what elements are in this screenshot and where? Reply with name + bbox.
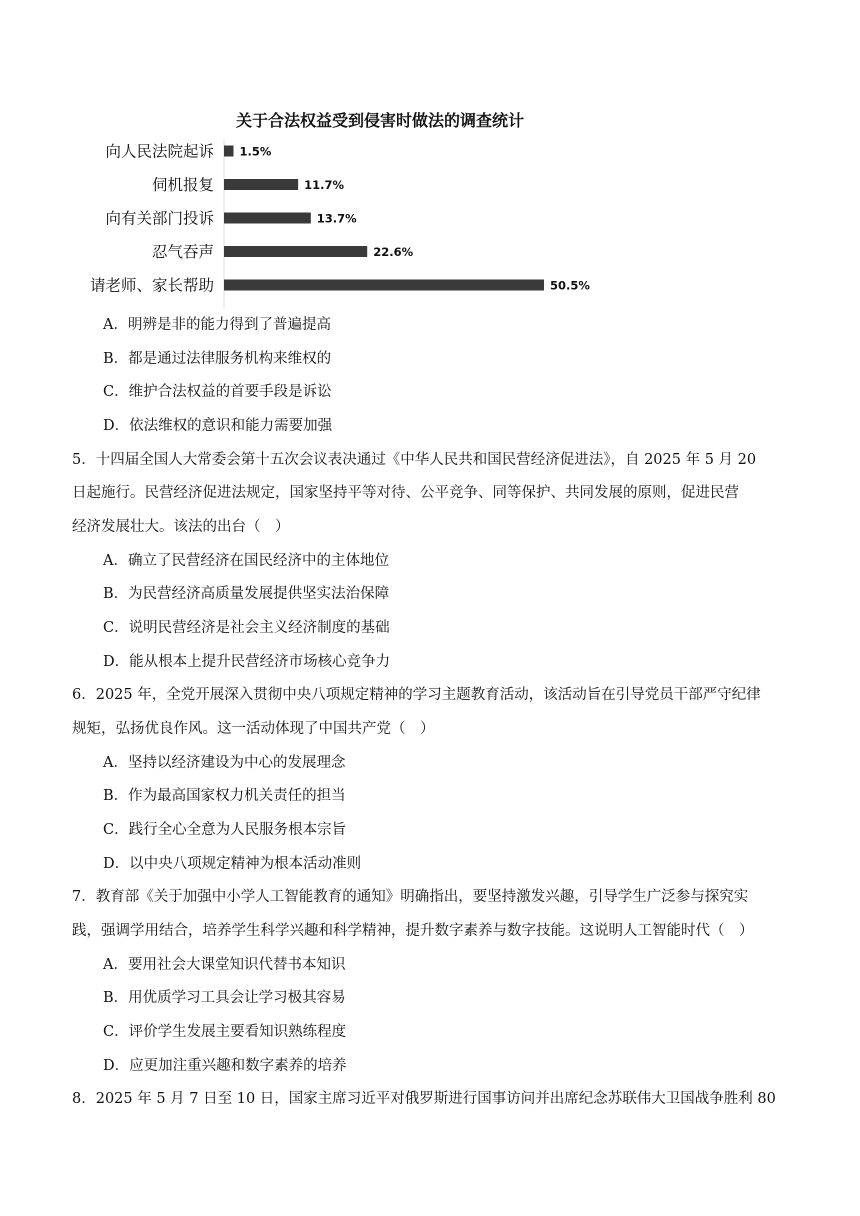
q8-stem-line-1: 8．2025 年 5 月 7 日至 10 日，国家主席习近平对俄罗斯进行国事访问并出席纪念苏联伟大卫国战争胜利 80 — [72, 1091, 776, 1107]
q6-option-a: A．坚持以经济建设为中心的发展理念 — [103, 755, 346, 771]
q5-stem-line-1: 5．十四届全国人大常委会第十五次会议表决通过《中华人民共和国民营经济促进法》，自 2025 年 5 月 20 — [72, 452, 757, 468]
q4-option-a: A．明辨是非的能力得到了普遍提高 — [103, 317, 331, 333]
q5-stem-line-2: 日起施行。民营经济促进法规定，国家坚持平等对待、公平竞争、同等保护、共同发展的原则，促进民营 — [72, 485, 739, 501]
bar-value-label: 22.6% — [373, 245, 414, 259]
q6-option-d: D．以中央八项规定精神为根本活动准则 — [103, 856, 362, 872]
q5-option-a: A．确立了民营经济在国民经济中的主体地位 — [103, 553, 389, 569]
chart-title: 关于合法权益受到侵害时做法的调查统计 — [235, 111, 524, 130]
bar — [224, 246, 367, 257]
category-label: 请老师、家长帮助 — [89, 276, 214, 295]
category-label: 向有关部门投诉 — [105, 209, 214, 228]
q7-option-c: C．评价学生发展主要看知识熟练程度 — [103, 1024, 347, 1040]
q7-stem-line-1: 7．教育部《关于加强中小学人工智能教育的通知》明确指出，要坚持激发兴趣，引导学生广泛参与探究实 — [72, 889, 749, 905]
q4-option-b: B．都是通过法律服务机构来维权的 — [103, 351, 332, 367]
category-label: 伺机报复 — [151, 176, 214, 194]
q5-stem-line-3: 经济发展壮大。该法的出台（ ） — [72, 519, 290, 535]
bar — [224, 280, 544, 291]
q7-option-d: D．应更加注重兴趣和数字素养的培养 — [103, 1058, 347, 1074]
q5-option-d: D．能从根本上提升民营经济市场核心竞争力 — [103, 654, 391, 670]
q6-stem-line-1: 6．2025 年，全党开展深入贯彻中央八项规定精神的学习主题教育活动，该活动旨在引导党员干部严守纪律 — [72, 687, 761, 703]
bar — [224, 146, 234, 157]
q5-option-c: C．说明民营经济是社会主义经济制度的基础 — [103, 620, 390, 636]
q5-option-b: B．为民营经济高质量发展提供坚实法治保障 — [103, 586, 390, 602]
bar-value-label: 11.7% — [304, 178, 345, 192]
bar-chart — [70, 140, 630, 308]
bar-value-label: 13.7% — [316, 211, 357, 226]
bar — [224, 213, 311, 224]
category-label: 向人民法院起诉 — [105, 142, 214, 161]
bar — [224, 179, 298, 190]
bar-value-label: 1.5% — [239, 144, 272, 159]
bar-value-label: 50.5% — [550, 278, 590, 293]
q7-stem-line-2: 践，强调学用结合，培养学生科学兴趣和科学精神，提升数字素养与数字技能。这说明人工智能时代（ ） — [72, 923, 754, 939]
q6-option-b: B．作为最高国家权力机关责任的担当 — [103, 788, 346, 804]
q4-option-d: D．依法维权的意识和能力需要加强 — [103, 418, 333, 434]
q4-option-c: C．维护合法权益的首要手段是诉讼 — [103, 384, 332, 400]
q7-option-b: B．用优质学习工具会让学习极其容易 — [103, 990, 346, 1006]
q7-option-a: A．要用社会大课堂知识代替书本知识 — [103, 957, 346, 973]
q6-option-c: C．践行全心全意为人民服务根本宗旨 — [103, 822, 347, 838]
category-label: 忍气吞声 — [151, 243, 214, 261]
q6-stem-line-2: 规矩，弘扬优良作风。这一活动体现了中国共产党（ ） — [72, 721, 435, 737]
